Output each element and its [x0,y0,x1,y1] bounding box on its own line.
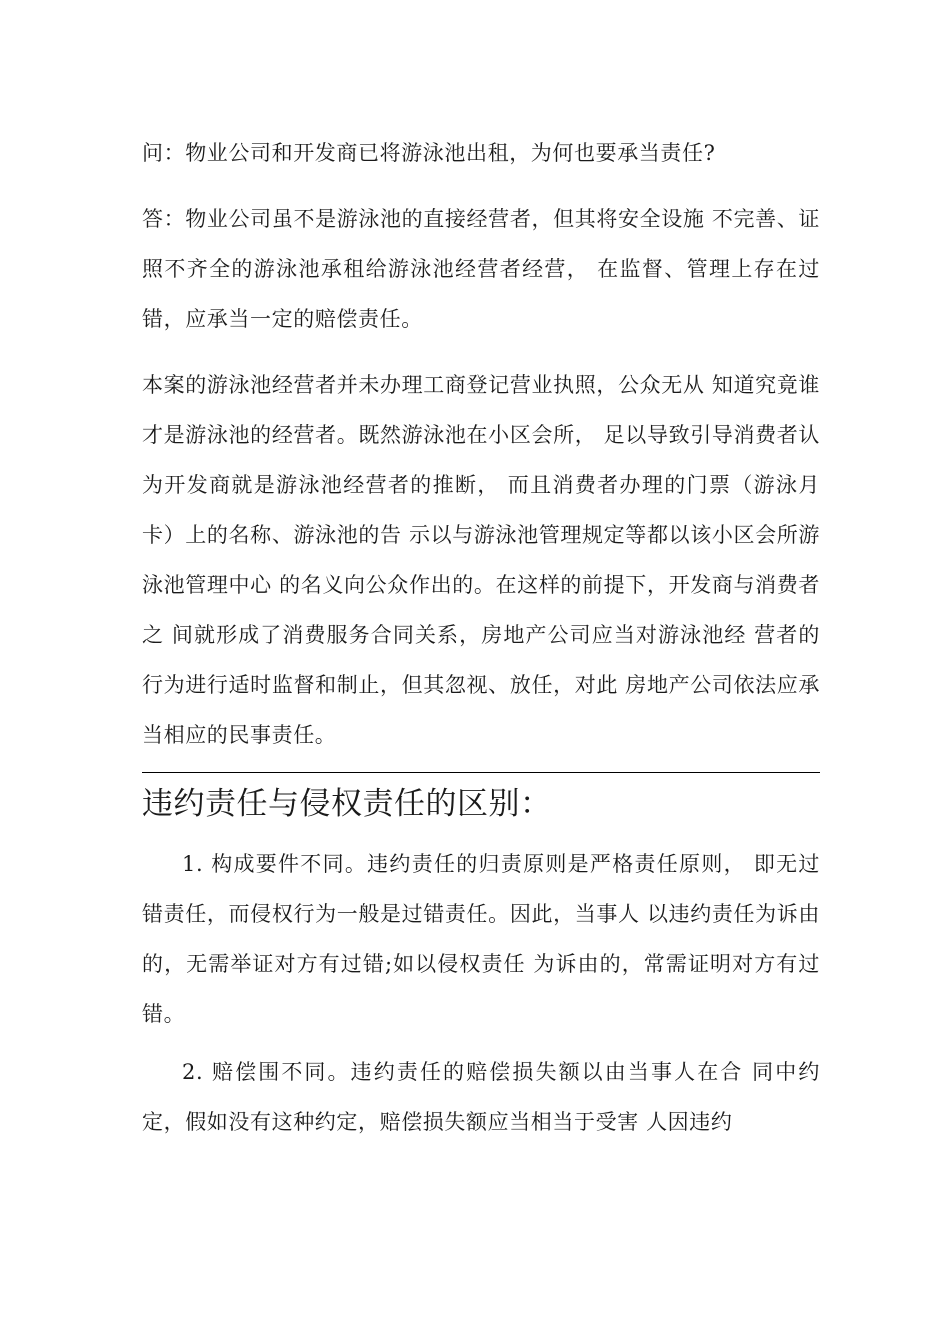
section-heading: 违约责任与侵权责任的区别： [142,786,552,822]
question-paragraph: 问：物业公司和开发商已将游泳池出租，为何也要承当责任? [142,141,716,165]
list-item-1: 1. 构成要件不同。违约责任的归责原则是严格责任原则， 即无过错责任，而侵权行为一般是过错责任。因此，当事人 以违约责任为诉由的，无需举证对方有过错;如以侵权责任 为诉由的，常需证明对方有过错。 [142,852,820,1026]
list-item-2: 2. 赔偿围不同。违约责任的赔偿损失额以由当事人在合 同中约定，假如没有这种约定，赔偿损失额应当相当于受害 人因违约 [142,1060,820,1134]
document-page [142,128,820,1147]
answer-paragraph: 答：物业公司虽不是游泳池的直接经营者，但其将安全设施 不完善、证照不齐全的游泳池承租给游泳池经营者经营， 在监督、管理上存在过错，应承当一定的赔偿责任。 [142,207,820,331]
case-analysis-paragraph: 本案的游泳池经营者并未办理工商登记营业执照，公众无从 知道究竟谁才是游泳池的经营者。既然游泳池在小区会所， 足以导致引导消费者认为开发商就是游泳池经营者的推断， 而且消费者办理的门票（游泳月卡）上的名称、游泳池的告 示以与游泳池管理规定等都以该小区会所游泳池管理中心 的名义向公众作出的。在这样的前提下，开发商与消费者之 间就形成了消费服务合同关系，房地产公司应当对游泳池经 营者的行为进行适时监督和制止，但其忽视、放任，对此 房地产公司依法应承当相应的民事责任。 [142,373,820,747]
section-divider [142,772,820,773]
